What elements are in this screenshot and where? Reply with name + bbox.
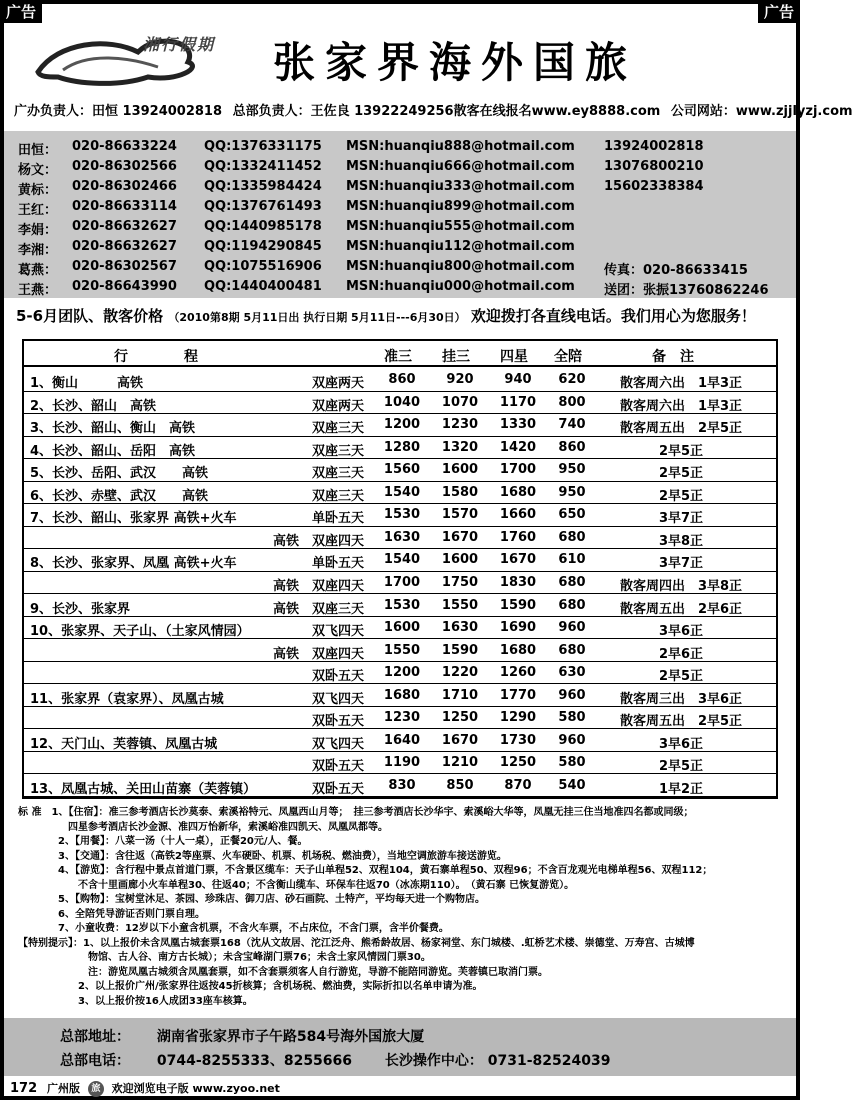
row-route: 8、长沙、张家界、凤凰 高铁+火车 bbox=[30, 556, 237, 572]
row-price: 1280 bbox=[383, 439, 421, 455]
contact-tel: 020-86632627 bbox=[72, 239, 177, 254]
phone-value: 0744-8255333、8255666 bbox=[156, 1053, 353, 1069]
row-note: 3早6正 bbox=[658, 736, 704, 752]
contact-msn: MSN:huanqiu112@hotmail.com bbox=[346, 239, 575, 254]
row-price: 1070 bbox=[441, 394, 479, 410]
page-footer bbox=[10, 1080, 280, 1097]
row-price: 960 bbox=[558, 732, 586, 748]
header-p3: 四星 bbox=[500, 349, 528, 365]
row-price: 1250 bbox=[441, 710, 479, 726]
row-price: 1750 bbox=[441, 574, 479, 590]
row-price: 1530 bbox=[383, 507, 421, 523]
row-price: 1830 bbox=[499, 574, 537, 590]
table-row bbox=[24, 459, 776, 482]
row-note: 2早5正 bbox=[658, 466, 704, 482]
row-price: 680 bbox=[558, 574, 586, 590]
row-price: 1540 bbox=[383, 552, 421, 568]
note-line: 7、小童收费：12岁以下小童含机票，不含火车票，不占床位，不含门票，含半价餐费。 bbox=[18, 923, 449, 934]
header-p4: 全陪 bbox=[554, 349, 582, 365]
contact-extra: 15602338384 bbox=[604, 179, 704, 194]
note-line: 标 准 1、【住宿】：准三参考酒店长沙莫泰、索溪裕特元、凤凰西山月等； 挂三参考酒店长沙华宇、索溪峪大华等，凤凰无挂三住当地准四名都或同级； bbox=[18, 807, 694, 818]
row-price: 950 bbox=[558, 462, 586, 478]
contact-extra: 传真：020-86633415 bbox=[604, 263, 748, 278]
contact-name: 王红： bbox=[18, 203, 58, 218]
contact-row bbox=[4, 257, 796, 276]
row-price: 1230 bbox=[441, 417, 479, 433]
row-price: 1600 bbox=[383, 620, 421, 636]
row-transport: 高铁 双座四天 bbox=[272, 578, 364, 594]
table-row bbox=[24, 504, 776, 527]
contact-tel: 020-86633224 bbox=[72, 139, 177, 154]
row-price: 1660 bbox=[499, 507, 537, 523]
row-price: 1190 bbox=[383, 755, 421, 771]
row-price: 1040 bbox=[383, 394, 421, 410]
row-price: 1210 bbox=[441, 755, 479, 771]
row-price: 1600 bbox=[441, 462, 479, 478]
resp-headquarters: 总部负责人：王佐良 13922249256散客在线报名www.ey8888.com bbox=[232, 104, 661, 119]
page-number: 172 bbox=[10, 1081, 38, 1096]
row-transport: 双座两天 bbox=[311, 398, 364, 414]
row-price: 610 bbox=[558, 552, 586, 568]
row-price: 1730 bbox=[499, 732, 537, 748]
table-row bbox=[24, 774, 776, 797]
row-note: 2早6正 bbox=[658, 646, 704, 662]
header bbox=[8, 22, 792, 98]
row-price: 1200 bbox=[383, 417, 421, 433]
row-transport: 双卧五天 bbox=[311, 714, 364, 730]
contact-name: 黄标： bbox=[18, 183, 58, 198]
contact-tel: 020-86633114 bbox=[72, 199, 177, 214]
contact-name: 杨文： bbox=[18, 163, 58, 178]
contact-tel: 020-86302466 bbox=[72, 179, 177, 194]
row-price: 940 bbox=[504, 372, 532, 388]
note-line: 2、【用餐】：八菜一汤（十人一桌），正餐20元/人、餐。 bbox=[18, 836, 308, 847]
table-row bbox=[24, 527, 776, 550]
contact-tel: 020-86643990 bbox=[72, 279, 177, 294]
row-route: 9、长沙、张家界 bbox=[30, 601, 131, 617]
row-price: 1670 bbox=[441, 529, 479, 545]
contact-msn: MSN:huanqiu899@hotmail.com bbox=[346, 199, 575, 214]
note-line: 物馆、古人谷、南方古长城）；未含宝峰湖门票76；未含土家风情园门票30。 bbox=[18, 952, 431, 963]
contact-msn: MSN:huanqiu555@hotmail.com bbox=[346, 219, 575, 234]
row-route: 6、长沙、赤壁、武汉 高铁 bbox=[30, 488, 209, 504]
contact-qq: QQ:1332411452 bbox=[204, 159, 322, 174]
contact-row bbox=[4, 237, 796, 256]
row-transport: 双座三天 bbox=[311, 443, 364, 459]
row-price: 1290 bbox=[499, 710, 537, 726]
row-price: 1220 bbox=[441, 665, 479, 681]
row-price: 1560 bbox=[383, 462, 421, 478]
responsible-line bbox=[14, 100, 859, 119]
row-route: 7、长沙、韶山、张家界 高铁+火车 bbox=[30, 511, 237, 527]
row-price: 1670 bbox=[499, 552, 537, 568]
row-price: 1540 bbox=[383, 484, 421, 500]
row-price: 1260 bbox=[499, 665, 537, 681]
row-note: 散客周五出 2早6正 bbox=[619, 601, 743, 617]
row-price: 920 bbox=[446, 372, 474, 388]
contact-qq: QQ:1440985178 bbox=[204, 219, 322, 234]
row-price: 1680 bbox=[383, 687, 421, 703]
row-note: 2早5正 bbox=[658, 488, 704, 504]
row-price: 830 bbox=[388, 777, 416, 793]
table-row bbox=[24, 437, 776, 460]
contact-row bbox=[4, 177, 796, 196]
row-note: 散客周六出 1早3正 bbox=[619, 376, 743, 392]
row-note: 2早5正 bbox=[658, 443, 704, 459]
row-price: 680 bbox=[558, 529, 586, 545]
row-note: 散客周五出 2早5正 bbox=[619, 714, 743, 730]
row-route: 13、凤凰古城、关田山苗寨（芙蓉镇） bbox=[30, 781, 257, 797]
row-price: 1590 bbox=[499, 597, 537, 613]
row-note: 3早7正 bbox=[658, 556, 704, 572]
note-line: 4、【游览】：含行程中景点首道门票，不含景区缆车：天子山单程52、双程104，黄石寨单程50、双程96；不含百龙观光电梯单程56、双程112； bbox=[18, 865, 713, 876]
row-note: 散客周五出 2早5正 bbox=[619, 421, 743, 437]
table-header bbox=[24, 341, 776, 367]
contact-qq: QQ:1194290845 bbox=[204, 239, 322, 254]
row-price: 1690 bbox=[499, 620, 537, 636]
address-label: 总部地址： bbox=[60, 1029, 130, 1045]
contact-msn: MSN:huanqiu333@hotmail.com bbox=[346, 179, 575, 194]
row-transport: 单卧五天 bbox=[311, 556, 364, 572]
row-price: 1530 bbox=[383, 597, 421, 613]
phone-label: 总部电话： bbox=[60, 1053, 130, 1069]
footer-address bbox=[60, 1026, 424, 1046]
contact-qq: QQ:1376761493 bbox=[204, 199, 322, 214]
row-price: 1420 bbox=[499, 439, 537, 455]
footer-phone bbox=[60, 1050, 611, 1070]
table-row bbox=[24, 369, 776, 392]
notes-block bbox=[18, 806, 788, 1009]
row-price: 960 bbox=[558, 620, 586, 636]
note-line: 6、全陪凭导游证否则门票自理。 bbox=[18, 908, 205, 920]
row-price: 1760 bbox=[499, 529, 537, 545]
table-row bbox=[24, 392, 776, 415]
resp-guangzhou: 广办负责人：田恒 13924002818 bbox=[14, 104, 223, 119]
row-price: 860 bbox=[558, 439, 586, 455]
contact-qq: QQ:1075516906 bbox=[204, 259, 322, 274]
row-route: 4、长沙、韶山、岳阳 高铁 bbox=[30, 443, 196, 459]
table-row bbox=[24, 729, 776, 752]
row-price: 1710 bbox=[441, 687, 479, 703]
ops-phone: 0731-82524039 bbox=[487, 1053, 611, 1069]
contact-msn: MSN:huanqiu888@hotmail.com bbox=[346, 139, 575, 154]
row-transport: 双飞四天 bbox=[311, 624, 364, 640]
row-price: 620 bbox=[558, 372, 586, 388]
row-price: 1670 bbox=[441, 732, 479, 748]
ops-label: 长沙操作中心： bbox=[384, 1053, 483, 1069]
header-p2: 挂三 bbox=[442, 349, 470, 365]
row-transport: 双卧五天 bbox=[311, 669, 364, 685]
address-value: 湖南省张家界市子午路584号海外国旅大厦 bbox=[156, 1029, 425, 1045]
row-route: 12、天门山、芙蓉镇、凤凰古城 bbox=[30, 736, 218, 752]
contact-qq: QQ:1335984424 bbox=[204, 179, 322, 194]
resp-website: 公司网站：www.zjjlyzj.com bbox=[670, 104, 853, 119]
row-transport: 单卧五天 bbox=[311, 511, 364, 527]
table-row bbox=[24, 684, 776, 707]
row-transport: 高铁 双座四天 bbox=[272, 646, 364, 662]
footer-box bbox=[4, 1018, 796, 1076]
row-transport: 双座三天 bbox=[311, 488, 364, 504]
row-transport: 双座三天 bbox=[311, 421, 364, 437]
row-price: 680 bbox=[558, 642, 586, 658]
row-price: 1250 bbox=[499, 755, 537, 771]
table-row bbox=[24, 639, 776, 662]
edition-badge-icon: 旅 bbox=[88, 1081, 104, 1097]
row-price: 1580 bbox=[441, 484, 479, 500]
header-p1: 准三 bbox=[384, 349, 412, 365]
row-price: 1550 bbox=[441, 597, 479, 613]
row-note: 散客周六出 1早3正 bbox=[619, 398, 743, 414]
row-transport: 高铁 双座四天 bbox=[272, 533, 364, 549]
row-route: 3、长沙、韶山、衡山 高铁 bbox=[30, 421, 196, 437]
contact-name: 李湘： bbox=[18, 243, 58, 258]
price-subtitle: （2010第8期 5月11日出 执行日期 5月11日---6月30日） bbox=[168, 311, 466, 324]
row-price: 650 bbox=[558, 507, 586, 523]
note-line: 5、【购物】：宝树堂沐足、茶园、珍珠店、御刀店、砂石画院、土特产，平均每天进一个购物店。 bbox=[18, 894, 485, 905]
contact-name: 李娟： bbox=[18, 223, 58, 238]
row-note: 3早6正 bbox=[658, 624, 704, 640]
row-price: 1550 bbox=[383, 642, 421, 658]
row-price: 870 bbox=[504, 777, 532, 793]
row-price: 1680 bbox=[499, 484, 537, 500]
note-line: 3、【交通】：含往返（高铁2等座票、火车硬卧、机票、机场税、燃油费），当地空调旅游车接送游览。 bbox=[18, 850, 507, 862]
row-note: 2早5正 bbox=[658, 759, 704, 775]
note-line: 不含十里画廊小火车单程30、往返40；不含衡山缆车、环保车往返70（冰冻期110）。 （黄石寨 已恢复游览）。 bbox=[18, 879, 575, 891]
row-transport: 双座三天 bbox=[311, 466, 364, 482]
row-price: 1170 bbox=[499, 394, 537, 410]
row-route: 2、长沙、韶山 高铁 bbox=[30, 398, 157, 414]
note-line: 【特别提示】：1、以上报价未含凤凰古城套票168（沈从文故居、沱江泛舟、熊希龄故居、杨家祠堂、东门城楼、.虹桥艺术楼、崇德堂、万寿宫、古城博 bbox=[18, 937, 695, 949]
row-price: 1230 bbox=[383, 710, 421, 726]
table-row bbox=[24, 594, 776, 617]
ad-tag-right: 广告 bbox=[758, 0, 800, 23]
row-price: 1700 bbox=[499, 462, 537, 478]
row-transport: 双飞四天 bbox=[311, 691, 364, 707]
contact-row bbox=[4, 157, 796, 176]
row-price: 1770 bbox=[499, 687, 537, 703]
brand-title: 张家界海外国旅 bbox=[273, 38, 638, 87]
table-row bbox=[24, 662, 776, 685]
row-price: 580 bbox=[558, 755, 586, 771]
contact-name: 葛燕： bbox=[18, 263, 58, 278]
edition-label: 广州版 bbox=[46, 1082, 80, 1095]
row-price: 1590 bbox=[441, 642, 479, 658]
table-row bbox=[24, 482, 776, 505]
price-section-title bbox=[16, 305, 756, 326]
row-price: 580 bbox=[558, 710, 586, 726]
table-row bbox=[24, 707, 776, 730]
note-line: 注：游览凤凰古城须含凤凰套票，如不含套票须客人自行游览，导游不能陪同游览。芙蓉镇已取消门票。 bbox=[18, 966, 548, 978]
contact-extra: 送团：张振13760862246 bbox=[604, 283, 769, 298]
row-price: 860 bbox=[388, 372, 416, 388]
table-row bbox=[24, 617, 776, 640]
row-price: 1630 bbox=[441, 620, 479, 636]
row-route: 10、张家界、天子山、（土家风情园） bbox=[30, 624, 250, 640]
contact-tel: 020-86632627 bbox=[72, 219, 177, 234]
row-price: 1640 bbox=[383, 732, 421, 748]
row-note: 2早5正 bbox=[658, 669, 704, 685]
row-route: 11、张家界（袁家界）、凤凰古城 bbox=[30, 691, 224, 707]
row-note: 3早8正 bbox=[658, 533, 704, 549]
row-price: 680 bbox=[558, 597, 586, 613]
contact-extra: 13924002818 bbox=[604, 139, 704, 154]
contact-qq: QQ:1440400481 bbox=[204, 279, 322, 294]
contact-row bbox=[4, 277, 796, 296]
row-note: 散客周四出 3早8正 bbox=[619, 578, 743, 594]
row-route: 5、长沙、岳阳、武汉 高铁 bbox=[30, 466, 209, 482]
table-row bbox=[24, 414, 776, 437]
row-price: 740 bbox=[558, 417, 586, 433]
contact-msn: MSN:huanqiu000@hotmail.com bbox=[346, 279, 575, 294]
table-row bbox=[24, 549, 776, 572]
contact-qq: QQ:1376331175 bbox=[204, 139, 322, 154]
row-price: 950 bbox=[558, 484, 586, 500]
row-price: 1330 bbox=[499, 417, 537, 433]
row-transport: 双飞四天 bbox=[311, 736, 364, 752]
contact-msn: MSN:huanqiu800@hotmail.com bbox=[346, 259, 575, 274]
row-transport: 高铁 双座三天 bbox=[272, 601, 364, 617]
contact-tel: 020-86302566 bbox=[72, 159, 177, 174]
row-price: 960 bbox=[558, 687, 586, 703]
row-price: 630 bbox=[558, 665, 586, 681]
row-transport: 双座两天 bbox=[311, 376, 364, 392]
contact-extra: 13076800210 bbox=[604, 159, 704, 174]
logo bbox=[28, 22, 258, 92]
contacts-box bbox=[4, 131, 796, 298]
contact-row bbox=[4, 137, 796, 156]
row-price: 850 bbox=[446, 777, 474, 793]
row-price: 540 bbox=[558, 777, 586, 793]
row-price: 1680 bbox=[499, 642, 537, 658]
contact-row bbox=[4, 217, 796, 236]
row-note: 散客周三出 3早6正 bbox=[619, 691, 743, 707]
row-price: 1700 bbox=[383, 574, 421, 590]
price-table bbox=[22, 339, 778, 799]
row-note: 3早7正 bbox=[658, 511, 704, 527]
price-slogan: 欢迎拨打各直线电话。我们用心为您服务！ bbox=[470, 307, 756, 325]
contact-name: 王燕： bbox=[18, 283, 58, 298]
contact-tel: 020-86302567 bbox=[72, 259, 177, 274]
note-line: 3、以上报价按16人成团33座车核算。 bbox=[18, 995, 253, 1007]
header-note: 备 注 bbox=[652, 349, 694, 365]
contact-name: 田恒： bbox=[18, 143, 58, 158]
table-row bbox=[24, 752, 776, 775]
row-transport: 双卧五天 bbox=[311, 759, 364, 775]
table-row bbox=[24, 572, 776, 595]
row-price: 1320 bbox=[441, 439, 479, 455]
contact-msn: MSN:huanqiu666@hotmail.com bbox=[346, 159, 575, 174]
note-line: 2、以上报价广州/张家界往返按45折核算；含机场税、燃油费，实际折扣以名单申请为准。 bbox=[18, 981, 483, 992]
row-transport: 双卧五天 bbox=[311, 781, 364, 797]
contact-row bbox=[4, 197, 796, 216]
website-link[interactable]: 欢迎浏览电子版 www.zyoo.net bbox=[111, 1082, 280, 1095]
row-price: 1600 bbox=[441, 552, 479, 568]
row-price: 1570 bbox=[441, 507, 479, 523]
row-price: 800 bbox=[558, 394, 586, 410]
row-note: 1早2正 bbox=[658, 781, 704, 797]
row-price: 1630 bbox=[383, 529, 421, 545]
price-title: 5-6月团队、散客价格 bbox=[16, 307, 164, 325]
ad-tag-left: 广告 bbox=[0, 0, 42, 23]
logo-text: 湘行假期 bbox=[143, 35, 216, 54]
note-line: 四星参考酒店长沙金源、准四万怡新华，索溪峪准四凯天、凤凰凤都等。 bbox=[18, 821, 388, 833]
row-price: 1200 bbox=[383, 665, 421, 681]
row-route: 1、衡山 高铁 bbox=[30, 376, 144, 392]
header-route: 行 程 bbox=[114, 349, 198, 365]
